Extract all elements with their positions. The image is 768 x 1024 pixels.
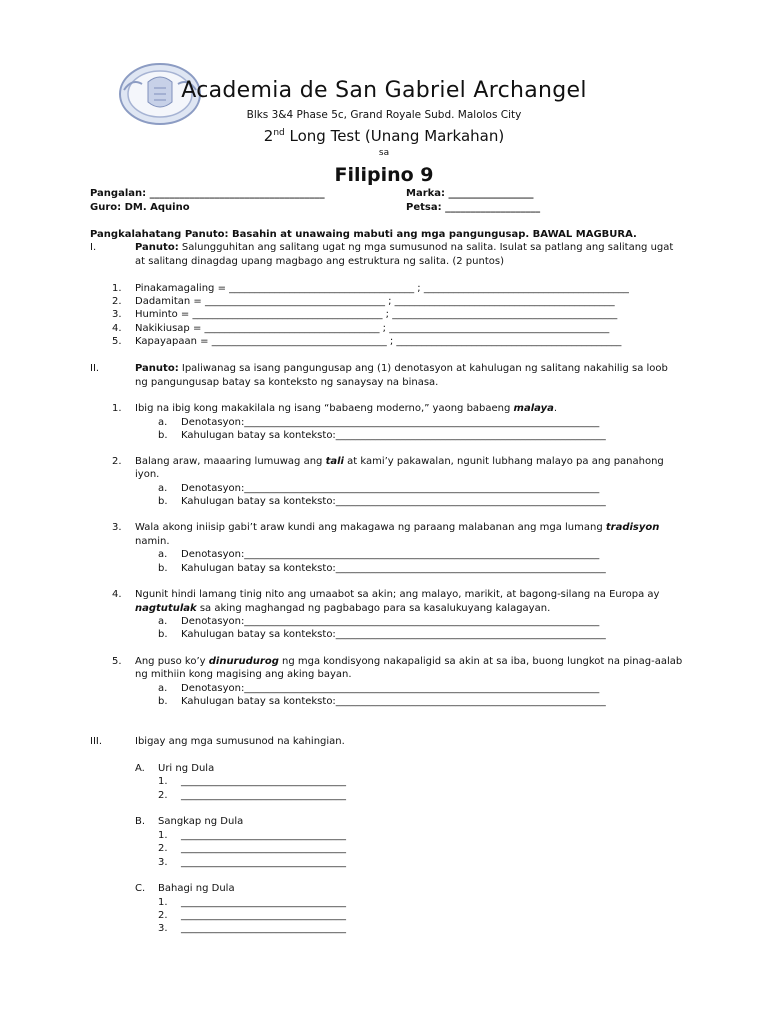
part1-number: I. xyxy=(90,242,97,253)
denotasyon-field[interactable]: Denotasyon:_______________________________________________________________________ xyxy=(181,417,600,428)
guro-field: Guro: DM. Aquino xyxy=(90,202,190,213)
kahulugan-field[interactable]: Kahulugan batay sa konteksto:______________________________________________________ xyxy=(181,496,606,507)
p1-item-num: 5. xyxy=(112,336,122,347)
blank-num: 2. xyxy=(158,790,168,801)
p2-item-sentence xyxy=(135,521,659,534)
p2-item-sentence xyxy=(135,455,664,468)
blank-num: 2. xyxy=(158,910,168,921)
denotasyon-field[interactable]: Denotasyon:_______________________________________________________________________ xyxy=(181,616,600,627)
part3-instructions: Ibigay ang mga sumusunod na kahingian. xyxy=(135,736,345,747)
sentence-text: at kami’y pakawalan, ngunit lubhang malayo pa ang panahong xyxy=(343,456,664,467)
denotasyon-field[interactable]: Denotasyon:_______________________________________________________________________ xyxy=(181,549,600,560)
part1-label: Panuto: xyxy=(135,242,179,253)
sentence-text: sa aking maghangad ng pagbabago para sa kasalukuyang kalagayan. xyxy=(196,603,551,614)
p1-item-num: 1. xyxy=(112,283,122,294)
p2-item-sentence xyxy=(135,402,557,415)
group-title: Bahagi ng Dula xyxy=(158,883,235,894)
letter-b: b. xyxy=(158,563,168,574)
denotasyon-field[interactable]: Denotasyon:_______________________________________________________________________ xyxy=(181,683,600,694)
blank-num: 1. xyxy=(158,897,168,908)
blank-num: 2. xyxy=(158,843,168,854)
target-word: tradisyon xyxy=(605,522,660,533)
answer-blank[interactable]: _________________________________ xyxy=(181,790,346,801)
kahulugan-field[interactable]: Kahulugan batay sa konteksto:______________________________________________________ xyxy=(181,629,606,640)
part2-instructions xyxy=(135,362,668,375)
p2-item-line2 xyxy=(135,602,550,615)
p1-item-num: 3. xyxy=(112,309,122,320)
letter-b: b. xyxy=(158,430,168,441)
blank-num: 3. xyxy=(158,857,168,868)
p2-item-line2: ng mithiin kong magising ang aking bayan. xyxy=(135,669,352,680)
school-address: Blks 3&4 Phase 5c, Grand Royale Subd. Malolos City xyxy=(246,109,522,121)
sentence-text: Ibig na ibig kong makakilala ng isang “babaeng moderno,” yaong babaeng xyxy=(135,403,514,414)
blank-num: 1. xyxy=(158,776,168,787)
p1-item-text[interactable]: Dadamitan = ____________________________________ ; ____________________________________________ xyxy=(135,296,615,307)
p2-item-num: 1. xyxy=(112,403,122,414)
answer-blank[interactable]: _________________________________ xyxy=(181,857,346,868)
sentence-text: . xyxy=(553,403,558,414)
p1-item-num: 4. xyxy=(112,323,122,334)
letter-b: b. xyxy=(158,629,168,640)
part3-number: III. xyxy=(90,736,103,747)
target-word: nagtutulak xyxy=(135,603,197,614)
petsa-field[interactable]: Petsa: ___________________ xyxy=(406,202,541,213)
answer-blank[interactable]: _________________________________ xyxy=(181,830,346,841)
answer-blank[interactable]: _________________________________ xyxy=(181,843,346,854)
sentence-text: ng mga kondisyong nakapaligid sa akin at sa iba, buong lungkot na pinag-aalab xyxy=(278,656,683,667)
p1-item-text[interactable]: Kapayapaan = ___________________________________ ; _____________________________________________ xyxy=(135,336,622,347)
group-title: Sangkap ng Dula xyxy=(158,816,244,827)
letter-a: a. xyxy=(158,616,168,627)
p2-item-num: 2. xyxy=(112,456,122,467)
p2-item-num: 4. xyxy=(112,589,122,600)
test-name: Long Test (Unang Markahan) xyxy=(284,127,505,145)
sentence-text: Balang araw, maaaring lumuwag ang xyxy=(135,456,326,467)
target-word: malaya xyxy=(513,403,554,414)
test-ordinal: nd xyxy=(273,128,285,138)
p1-item-num: 2. xyxy=(112,296,122,307)
group-title: Uri ng Dula xyxy=(158,763,215,774)
sentence-text: Wala akong iniisip gabi’t araw kundi ang makagawa ng paraang malabanan ang mga lumang xyxy=(135,522,606,533)
letter-b: b. xyxy=(158,696,168,707)
answer-blank[interactable]: _________________________________ xyxy=(181,897,346,908)
subject-title: Filipino 9 xyxy=(334,164,434,186)
school-name: Academia de San Gabriel Archangel xyxy=(181,78,587,103)
letter-b: b. xyxy=(158,496,168,507)
p2-item-line2: iyon. xyxy=(135,469,160,480)
part2-text-b: ng pangungusap batay sa konteksto ng sanaysay na binasa. xyxy=(135,377,439,388)
denotasyon-field[interactable]: Denotasyon:_______________________________________________________________________ xyxy=(181,483,600,494)
sentence-text: Ang puso ko’y xyxy=(135,656,209,667)
kahulugan-field[interactable]: Kahulugan batay sa konteksto:______________________________________________________ xyxy=(181,563,606,574)
part2-label: Panuto: xyxy=(135,363,179,374)
group-letter: A. xyxy=(135,763,145,774)
letter-a: a. xyxy=(158,549,168,560)
p2-item-sentence: Ngunit hindi lamang tinig nito ang umaabot sa akin; ang malayo, marikit, at bagong-silang na Europa ay xyxy=(135,589,660,600)
letter-a: a. xyxy=(158,483,168,494)
part2-text-a: Ipaliwanag sa isang pangungusap ang (1) denotasyon at kahulugan ng salitang nakahilig sa loob xyxy=(178,363,668,374)
marka-field[interactable]: Marka: _________________ xyxy=(406,188,534,199)
kahulugan-field[interactable]: Kahulugan batay sa konteksto:______________________________________________________ xyxy=(181,696,606,707)
sa-label: sa xyxy=(378,148,390,158)
answer-blank[interactable]: _________________________________ xyxy=(181,776,346,787)
group-letter: C. xyxy=(135,883,146,894)
p2-item-num: 5. xyxy=(112,656,122,667)
group-letter: B. xyxy=(135,816,146,827)
answer-blank[interactable]: _________________________________ xyxy=(181,910,346,921)
letter-a: a. xyxy=(158,417,168,428)
test-title xyxy=(0,127,768,145)
part2-number: II. xyxy=(90,363,100,374)
part1-text-b: at salitang dinagdag upang magbago ang estruktura ng salita. (2 puntos) xyxy=(135,256,504,267)
part1-text-a: Salungguhitan ang salitang ugat ng mga sumusunod na salita. Isulat sa patlang ang salitang ugat xyxy=(178,242,674,253)
p2-item-num: 3. xyxy=(112,522,122,533)
blank-num: 1. xyxy=(158,830,168,841)
target-word: dinurudurog xyxy=(208,656,279,667)
p1-item-text[interactable]: Pinakamagaling = _____________________________________ ; _________________________________________ xyxy=(135,283,629,294)
general-instructions: Pangkalahatang Panuto: Basahin at unawaing mabuti ang mga pangungusap. BAWAL MAGBURA. xyxy=(90,229,637,240)
kahulugan-field[interactable]: Kahulugan batay sa konteksto:______________________________________________________ xyxy=(181,430,606,441)
target-word: tali xyxy=(325,456,344,467)
test-number: 2 xyxy=(263,127,274,145)
part1-instructions xyxy=(135,241,673,254)
p2-item-line2: namin. xyxy=(135,536,170,547)
p1-item-text[interactable]: Nakikiusap = ___________________________________ ; ____________________________________________ xyxy=(135,323,610,334)
pangalan-field[interactable]: Pangalan: ___________________________________ xyxy=(90,188,325,199)
answer-blank[interactable]: _________________________________ xyxy=(181,923,346,934)
blank-num: 3. xyxy=(158,923,168,934)
p2-item-sentence xyxy=(135,655,682,668)
p1-item-text[interactable]: Huminto = ______________________________________ ; _____________________________________________ xyxy=(135,309,618,320)
letter-a: a. xyxy=(158,683,168,694)
